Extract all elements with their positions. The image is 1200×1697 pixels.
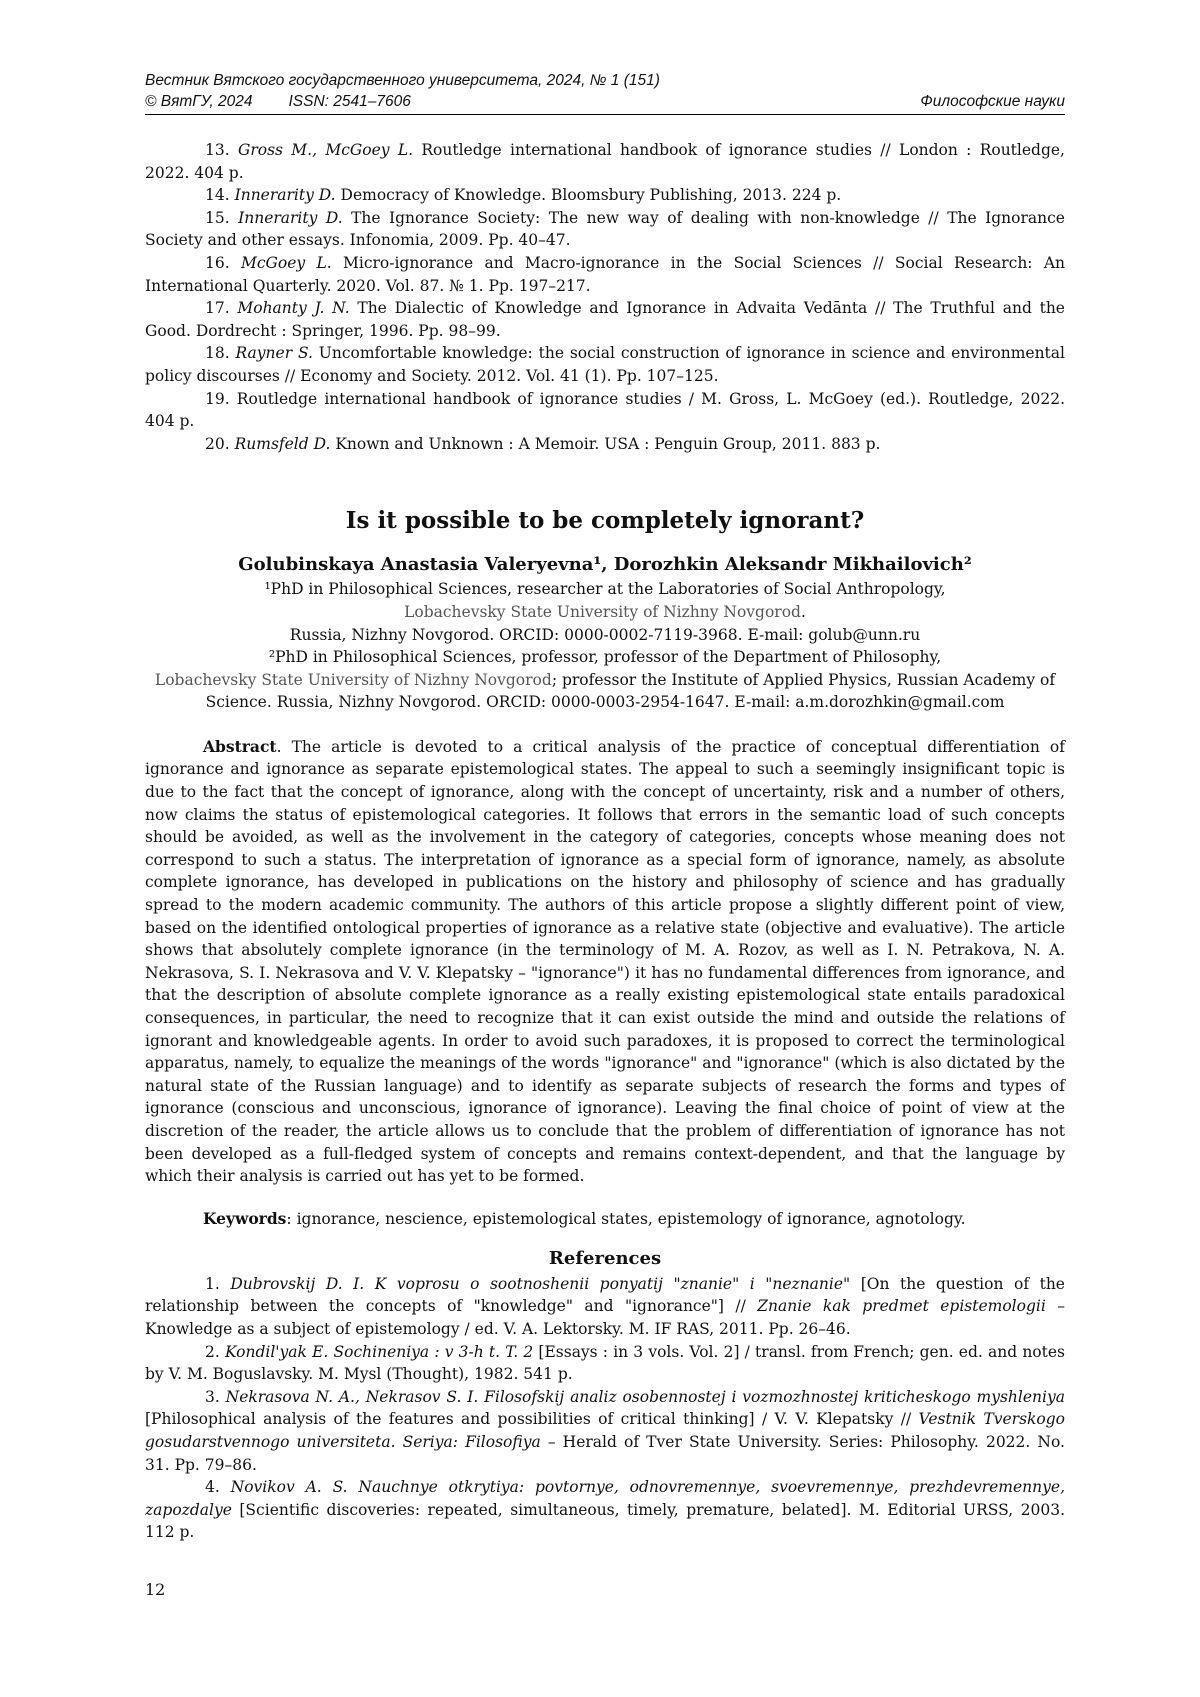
university-link[interactable]: Lobachevsky State University of Nizhny Novgorod xyxy=(154,670,552,689)
running-header xyxy=(145,70,1065,115)
list-item: 13. Gross M., McGoey L. Routledge international handbook of ignorance studies // London : Routledge, 2022. 404 p. xyxy=(145,141,1065,182)
top-references xyxy=(145,139,1065,455)
authors: Golubinskaya Anastasia Valeryevna¹, Dorozhkin Aleksandr Mikhailovich² xyxy=(238,554,972,576)
header-row xyxy=(145,91,1065,115)
bottom-references xyxy=(145,1273,1065,1544)
list-item: 14. Innerarity D. Democracy of Knowledge. Bloomsbury Publishing, 2013. 224 p. xyxy=(205,186,842,205)
list-item: 17. Mohanty J. N. The Dialectic of Knowledge and Ignorance in Advaita Vedānta // The Truthful and the Good. Dordrecht : Springer, 1996. Pp. 98–99. xyxy=(145,299,1065,340)
affiliations: ¹PhD in Philosophical Sciences, researcher at the Laboratories of Social Anthropology, Lobachevsky State University of Nizhny Novgorod. Russia, Nizhny Novgorod. ORCID: 0000-0002-7119-3968. E-mail: golub@unn.ru ²PhD in Philosophical Sciences, professor, professor of the Department of Philosophy, Lobachevsky State University of Nizhny Novgorod; professor the Institute of Applied Physics, Russian Academy of Science. Russia, Nizhny Novgorod. ORCID: 0000-0003-2954-1647. E-mail: a.m.dorozhkin@gmail.com xyxy=(154,580,1056,712)
list-item: 1. Dubrovskij D. I. K voprosu o sootnoshenii ponyatij "znanie" i "neznanie" [On the question of the relationship between the concepts of "knowledge" and "ignorance"] // Znanie kak predmet epistemologii – Knowledge as a subject of epistemology / ed. V. A. Lektorsky. M. IF RAS, 2011. Pp. 26–46. xyxy=(145,1274,1065,1338)
list-item: 15. Innerarity D. The Ignorance Society: The new way of dealing with non-knowledge // The Ignorance Society and other essays. Infonomia, 2009. Pp. 40–47. xyxy=(145,208,1065,250)
list-item: 16. McGoey L. Micro-ignorance and Macro-ignorance in the Social Sciences // Social Research: An International Quarterly. 2020. Vol. 87. № 1. Pp. 197–217. xyxy=(145,253,1065,295)
page xyxy=(145,70,1065,1544)
list-item: 20. Rumsfeld D. Known and Unknown : A Memoir. USA : Penguin Group, 2011. 883 p. xyxy=(205,434,881,453)
article-title: Is it possible to be completely ignorant? xyxy=(345,507,865,535)
list-item: 4. Novikov A. S. Nauchnye otkrytiya: povtornye, odnovremennye, svoevremennye, prezhdevremennye, zapozdalye [Scientific discoveries: repeated, simultaneous, timely, premature, belated]. M. Editorial URSS, 2003. 112 p. xyxy=(145,1478,1065,1542)
abstract: Abstract. The article is devoted to a critical analysis of the practice of conceptual differentiation of ignorance and ignorance as separate epistemological states. The appeal to such a seemingly insignificant topic is due to the fact that the concept of ignorance, along with the concept of uncertainty, risk and a number of others, now claims the status of epistemological categories. It follows that errors in the semantic load of such concepts should be avoided, as well as the involvement in the category of categories, concepts whose meaning does not correspond to such a status. The interpretation of ignorance as a special form of ignorance, namely, as absolute complete ignorance, has developed in publications on the history and philosophy of science and has gradually spread to the modern academic community. The authors of this article propose a slightly different point of view, based on the identified ontological properties of ignorance as a relative state (objective and evaluative). The article shows that absolutely complete ignorance (in the terminology of M. A. Rozov, as well as I. N. Petrakova, N. A. Nekrasova, S. I. Nekrasova and V. V. Klepatsky – "ignorance") it has no fundamental differences from ignorance, and that the description of absolute complete ignorance as a really existing epistemological state entails paradoxical consequences, in particular, the need to recognize that it can exist outside the mind and outside the relations of ignorant and knowledgeable agents. In order to avoid such paradoxes, it is proposed to correct the terminological apparatus, namely, to equalize the meanings of the words "ignorance" and "ignorance" (which is also dictated by the natural state of the Russian language) and to identify as separate subjects of research the forms and types of ignorance (conscious and unconscious, ignorance of ignorance). Leaving the final choice of point of view at the discretion of the reader, the article allows us to conclude that the problem of differentiation of ignorance has not been developed as a full-fledged system of concepts and remains context-dependent, and that the language by which their analysis is carried out has yet to be formed. xyxy=(145,736,1065,1186)
section-name: Философские науки xyxy=(920,93,1065,110)
journal-title: Вестник Вятского государственного университета, 2024, № 1 (151) xyxy=(145,72,660,89)
keywords: Keywords: ignorance, nescience, epistemological states, epistemology of ignorance, agnotology. xyxy=(203,1208,966,1228)
issn: ISSN: 2541–7606 xyxy=(288,93,411,110)
page-number: 12 xyxy=(145,1580,166,1599)
list-item: 2. Kondil'yak E. Sochineniya : v 3-h t. T. 2 [Essays : in 3 vols. Vol. 2] / transl. from French; gen. ed. and notes by V. M. Boguslavsky. M. Mysl (Thought), 1982. 541 p. xyxy=(145,1342,1065,1384)
list-item: 18. Rayner S. Uncomfortable knowledge: the social construction of ignorance in science and environmental policy discourses // Economy and Society. 2012. Vol. 41 (1). Pp. 107–125. xyxy=(145,344,1065,385)
publisher: © ВятГУ, 2024 xyxy=(145,93,253,110)
university-link[interactable]: Lobachevsky State University of Nizhny Novgorod xyxy=(404,602,801,621)
list-item: 19. Routledge international handbook of ignorance studies / M. Gross, L. McGoey (ed.). Routledge, 2022. 404 p. xyxy=(145,389,1065,431)
list-item: 3. Nekrasova N. A., Nekrasov S. I. Filosofskij analiz osobennostej i vozmozhnostej kriticheskogo myshleniya [Philosophical analysis of the features and possibilities of critical thinking] / V. V. Klepatsky // Vestnik Tverskogo gosudarstvennogo universiteta. Seriya: Filosofiya – Herald of Tver State University. Series: Philosophy. 2022. No. 31. Pp. 79–86. xyxy=(145,1387,1065,1474)
references-heading: References xyxy=(548,1247,662,1269)
